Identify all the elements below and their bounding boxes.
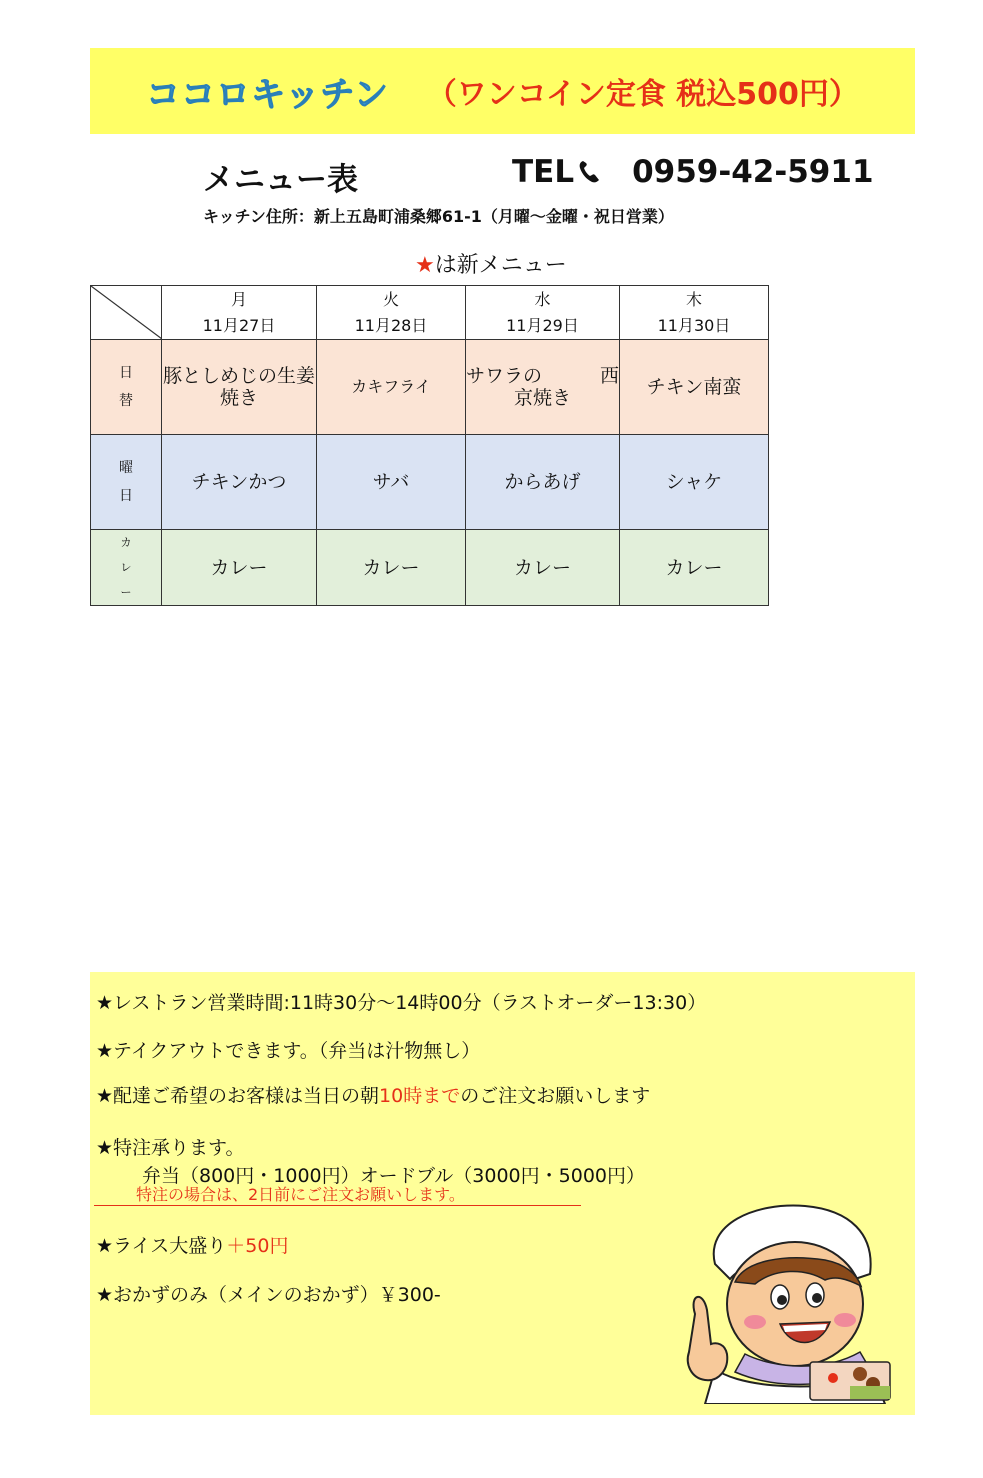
- dish-cell: サバ: [317, 435, 466, 530]
- dish-cell: サワラの 西 京焼き: [466, 340, 620, 435]
- youbi-row: [91, 435, 769, 530]
- header-row: [91, 286, 769, 340]
- curry-row: [91, 530, 769, 606]
- higawari-row: [91, 340, 769, 435]
- row-label-higawari: 日 替: [91, 340, 162, 435]
- okazu-line: ★おかずのみ（メインのおかず）￥300-: [96, 1284, 441, 1306]
- row-label-curry: カ レ ー: [91, 530, 162, 606]
- delivery-line: ★配達ご希望のお客様は当日の朝10時までのご注文お願いします: [96, 1085, 651, 1107]
- dish-cell: カレー: [162, 530, 317, 606]
- row-label-youbi: 曜 日: [91, 435, 162, 530]
- day-header-wed: 水 11月29日: [466, 286, 620, 340]
- dish-cell: からあげ: [466, 435, 620, 530]
- tel-number: 0959-42-5911: [632, 154, 874, 190]
- day-header-thu: 木 11月30日: [620, 286, 769, 340]
- dish-cell: カキフライ: [317, 340, 466, 435]
- legend-text: は新メニュー: [434, 253, 567, 278]
- dish-cell: カレー: [317, 530, 466, 606]
- rice-line: ★ライス大盛り＋50円: [96, 1235, 289, 1257]
- star-icon: ★: [415, 253, 435, 278]
- info-box: [90, 972, 915, 1415]
- takeout-line: ★テイクアウトできます。（弁当は汁物無し）: [96, 1040, 481, 1062]
- dish-cell: カレー: [466, 530, 620, 606]
- day-header-mon: 月 11月27日: [162, 286, 317, 340]
- dish-cell: シャケ: [620, 435, 769, 530]
- special-note: 特注の場合は、2日前にご注文お願いします。: [94, 1185, 581, 1206]
- new-menu-legend: [415, 248, 567, 279]
- restaurant-name: ココロキッチン: [146, 74, 389, 115]
- kitchen-address: キッチン住所：新上五島町浦桑郷61-1（月曜～金曜・祝日営業）: [203, 207, 674, 226]
- dish-cell: チキン南蛮: [620, 340, 769, 435]
- corner-cell: [91, 286, 162, 340]
- special-line: ★特注承ります。: [96, 1137, 245, 1159]
- diagonal-line: [91, 286, 162, 339]
- dish-cell: チキンかつ: [162, 435, 317, 530]
- special-detail-line: 弁当（800円・1000円）オードブル（3000円・5000円）: [142, 1165, 645, 1187]
- day-header-tue: 火 11月28日: [317, 286, 466, 340]
- tel-label: TEL: [512, 154, 575, 190]
- price-label: （ワンコイン定食 税込500円）: [426, 77, 859, 112]
- menu-table: [90, 285, 769, 606]
- phone-icon: [578, 159, 602, 185]
- chef-illustration: [675, 1194, 895, 1404]
- dish-cell: カレー: [620, 530, 769, 606]
- menu-title: メニュー表: [203, 162, 358, 198]
- hours-line: ★レストラン営業時間:11時30分～14時00分（ラストオーダー13:30）: [96, 992, 707, 1014]
- tel-line: [512, 154, 874, 190]
- title-banner: [90, 48, 915, 134]
- dish-cell: 豚としめじの生姜焼き: [162, 340, 317, 435]
